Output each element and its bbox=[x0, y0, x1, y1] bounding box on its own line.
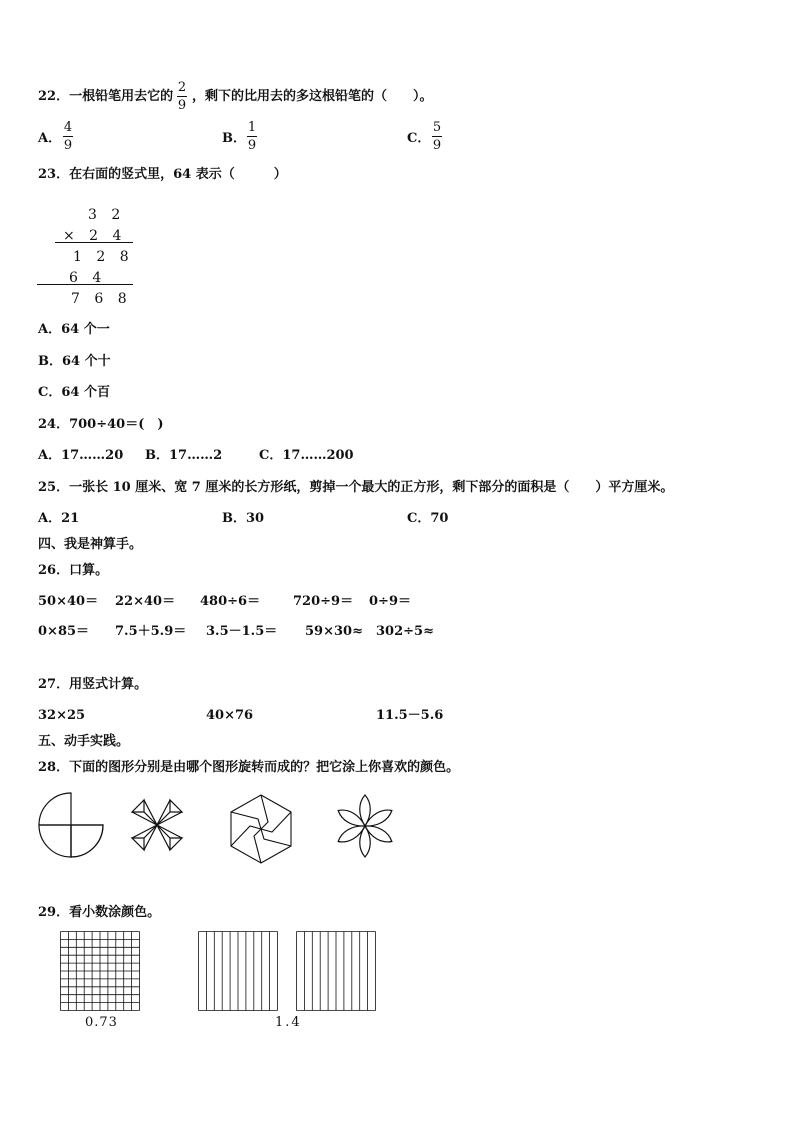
q27-stem: 27．用竖式计算。 bbox=[38, 677, 148, 692]
q22-option-c-den: 9 bbox=[432, 138, 442, 153]
q27-item-3: 11.5－5.6 bbox=[376, 708, 444, 723]
q25-option-b[interactable]: B．30 bbox=[222, 511, 265, 526]
q27-item-2: 40×76 bbox=[206, 708, 254, 723]
q22-frac-den: 9 bbox=[177, 98, 187, 113]
q22-option-c-label: C． bbox=[407, 131, 431, 146]
figure-flower[interactable] bbox=[332, 793, 398, 859]
q23-option-c[interactable]: C．64 个百 bbox=[38, 385, 110, 400]
decimal-label-073: 0.73 bbox=[85, 1015, 118, 1030]
q24-stem: 24．700÷40＝( ) bbox=[38, 417, 164, 432]
q24-option-b[interactable]: B．17……2 bbox=[145, 448, 223, 463]
q22-option-b-den: 9 bbox=[247, 138, 257, 153]
q22-fraction bbox=[177, 80, 187, 113]
fraction-bar bbox=[247, 136, 257, 137]
q24-option-c[interactable]: C．17……200 bbox=[259, 448, 354, 463]
hundred-grid[interactable] bbox=[60, 931, 140, 1011]
tenth-strips-1[interactable] bbox=[198, 931, 278, 1011]
tenth-strips-2[interactable] bbox=[296, 931, 376, 1011]
q26-r1-item-5: 0÷9＝ bbox=[369, 594, 411, 609]
q25-stem: 25．一张长 10 厘米、宽 7 厘米的长方形纸，剪掉一个最大的正方形，剩下部分的面积是（ ）平方厘米。 bbox=[38, 480, 674, 495]
q23-option-a[interactable]: A．64 个一 bbox=[38, 322, 110, 337]
vertical-rule-1 bbox=[55, 242, 133, 243]
q25-option-c[interactable]: C．70 bbox=[407, 511, 449, 526]
vertical-line-5: 7 6 8 bbox=[71, 291, 132, 307]
vertical-line-2: × 2 4 bbox=[63, 228, 127, 244]
q27-item-1: 32×25 bbox=[38, 708, 86, 723]
fraction-bar bbox=[63, 136, 73, 137]
q26-r2-item-5: 302÷5≈ bbox=[376, 624, 434, 639]
q26-r1-item-3: 480÷6＝ bbox=[200, 594, 261, 609]
section-4-heading: 四、我是神算手。 bbox=[38, 537, 143, 552]
q26-r2-item-4: 59×30≈ bbox=[305, 624, 363, 639]
q26-r1-item-1: 50×40＝ bbox=[38, 594, 99, 609]
q22-option-c-num: 5 bbox=[432, 120, 442, 135]
q26-r2-item-1: 0×85＝ bbox=[38, 624, 90, 639]
q26-r1-item-4: 720÷9＝ bbox=[293, 594, 354, 609]
q22-option-b-fraction[interactable] bbox=[247, 120, 257, 153]
q23-stem: 23．在右面的竖式里，64 表示（ ） bbox=[38, 167, 287, 182]
vertical-rule-2 bbox=[37, 284, 133, 285]
q22-option-a-den: 9 bbox=[63, 138, 73, 153]
q26-r2-item-3: 3.5－1.5＝ bbox=[206, 624, 278, 639]
q22-frac-num: 2 bbox=[177, 80, 187, 95]
q29-stem: 29．看小数涂颜色。 bbox=[38, 905, 161, 920]
q26-stem: 26．口算。 bbox=[38, 563, 109, 578]
vertical-line-1: 3 2 bbox=[88, 207, 126, 223]
q23-option-b[interactable]: B．64 个十 bbox=[38, 354, 111, 369]
q22-suffix: ，剩下的比用去的多这根铅笔的（ ）。 bbox=[192, 89, 433, 104]
q28-stem: 28．下面的图形分别是由哪个图形旋转而成的？把它涂上你喜欢的颜色。 bbox=[38, 760, 460, 775]
q22-option-a-num: 4 bbox=[63, 120, 73, 135]
decimal-label-14: 1.4 bbox=[275, 1015, 302, 1030]
q22-prefix: 22．一根铅笔用去它的 bbox=[38, 89, 174, 104]
fraction-bar bbox=[432, 136, 442, 137]
q22-option-b-label: B． bbox=[222, 131, 246, 146]
q22-option-a-fraction[interactable] bbox=[63, 120, 73, 153]
vertical-line-3: 1 2 8 bbox=[73, 249, 134, 265]
q26-r1-item-2: 22×40＝ bbox=[115, 594, 176, 609]
q22-option-b-num: 1 bbox=[247, 120, 257, 135]
q25-option-a[interactable]: A．21 bbox=[38, 511, 80, 526]
q26-r2-item-2: 7.5＋5.9＝ bbox=[115, 624, 187, 639]
section-5-heading: 五、动手实践。 bbox=[38, 734, 130, 749]
fraction-bar bbox=[177, 96, 187, 97]
q22-option-a-label: A． bbox=[38, 131, 62, 146]
vertical-line-4: 6 4 bbox=[69, 270, 107, 286]
figure-x-arrows[interactable] bbox=[128, 796, 186, 854]
figure-hexagon-rotation[interactable] bbox=[224, 792, 298, 866]
figure-pinwheel[interactable] bbox=[36, 790, 106, 860]
q22-option-c-fraction[interactable] bbox=[432, 120, 442, 153]
q24-option-a[interactable]: A．17……20 bbox=[38, 448, 124, 463]
